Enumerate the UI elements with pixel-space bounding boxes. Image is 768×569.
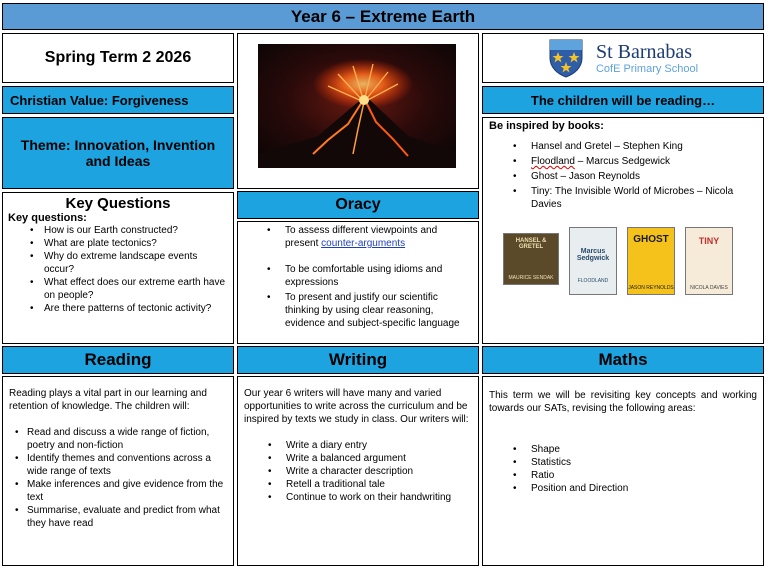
list-item: • Write a diary entry [244,439,472,452]
list-item: • Write a balanced argument [244,452,472,465]
list-item: • How is our Earth constructed? [8,224,228,237]
reading-list-heading: The children will be reading… [482,86,764,114]
maths-heading: Maths [482,346,764,374]
list-item: • Identify themes and conventions across a wide range of texts [9,452,227,478]
maths-intro: This term we will be revisiting key concepts and working towards our SATs, revising the following areas: [489,390,757,414]
volcano-image-panel [237,33,479,189]
christian-value: Christian Value: Forgiveness [2,86,234,114]
reading-heading: Reading [2,346,234,374]
list-item: • Floodland – Marcus Sedgewick [489,155,757,168]
list-item: • To present and justify our scientific thinking by using clear reasoning, evidence and subject-specific language [243,291,473,330]
list-item: • Write a character description [244,465,472,478]
list-item: • What effect does our extreme earth have on people? [8,276,228,302]
key-questions-heading: Key Questions [65,195,171,212]
book-cover-ghost: GHOST JASON REYNOLDS [627,227,675,295]
key-questions-subheading: Key questions: [8,212,87,224]
book-cover-hansel: HANSEL & GRETEL MAURICE SENDAK [503,233,559,285]
list-item: • Retell a traditional tale [244,478,472,491]
volcano-image [258,44,456,168]
school-subtitle: CofE Primary School [595,62,699,75]
list-item: • Tiny: The Invisible World of Microbes – Nicola Davies [489,185,757,211]
book-cover-floodland: Marcus Sedgwick FLOODLAND [569,227,617,295]
writing-panel [237,376,479,566]
school-crest-icon [548,38,584,78]
key-questions-panel [2,192,234,344]
page-title: Year 6 – Extreme Earth [2,3,764,30]
books-panel [482,117,764,344]
school-name: St Barnabas [595,40,693,63]
reading-panel [2,376,234,566]
list-item: • Ghost – Jason Reynolds [489,170,757,183]
list-item: • Are there patterns of tectonic activity? [8,302,228,315]
counter-arguments-link[interactable]: counter-arguments [321,238,406,249]
reading-list [9,426,227,530]
list-item: • Statistics [489,456,757,469]
list-item: • What are plate tectonics? [8,237,228,250]
books-list [489,140,757,211]
book-covers [489,227,757,295]
theme-label: Theme: Innovation, Invention and Ideas [2,117,234,189]
oracy-heading: Oracy [237,191,479,219]
term-label: Spring Term 2 2026 [2,33,234,83]
oracy-list [243,224,473,330]
key-questions-list [8,224,228,315]
reading-intro: Reading plays a vital part in our learning and retention of knowledge. The children will: [9,388,207,412]
list-item: • Make inferences and give evidence from the text [9,478,227,504]
list-item: • Continue to work on their handwriting [244,491,472,504]
list-item: • Ratio [489,469,757,482]
list-item: • Read and discuss a wide range of fiction, poetry and non-fiction [9,426,227,452]
oracy-item-text: To assess different viewpoints and present [285,225,438,249]
school-logo-panel [482,33,764,83]
writing-list [244,439,472,504]
list-item: • To be comfortable using idioms and expressions [243,263,473,289]
list-item [243,224,473,250]
book-cover-tiny: TINY NICOLA DAVIES [685,227,733,295]
list-item: • Summarise, evaluate and predict from what they have read [9,504,227,530]
writing-heading: Writing [237,346,479,374]
maths-list [489,443,757,495]
maths-panel [482,376,764,566]
list-item: • Why do extreme landscape events occur? [8,250,228,276]
oracy-panel [237,221,479,344]
books-subheading: Be inspired by books: [489,120,604,132]
list-item: • Hansel and Gretel – Stephen King [489,140,757,153]
list-item: • Position and Direction [489,482,757,495]
writing-intro: Our year 6 writers will have many and varied opportunities to write across the curriculum and be inspired by texts we study in class. Our writers will: [244,388,469,425]
list-item: • Shape [489,443,757,456]
